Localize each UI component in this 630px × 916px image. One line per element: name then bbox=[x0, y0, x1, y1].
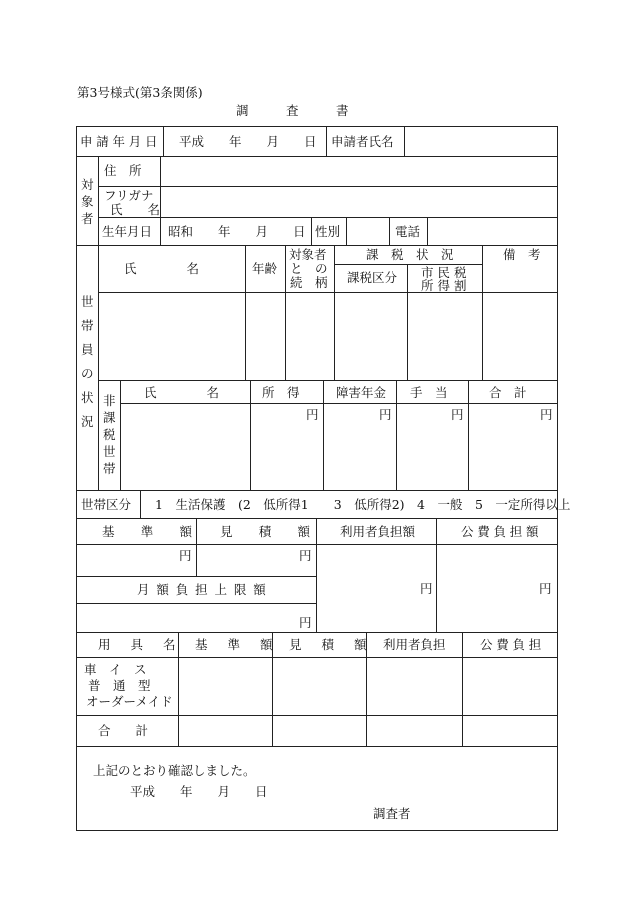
hh-tax-status-col: 課 税 状 況 bbox=[366, 247, 454, 262]
applicant-name-field[interactable] bbox=[406, 128, 556, 155]
equipment-estimate-col: 見 積 額 bbox=[289, 637, 371, 652]
hh-relation-col-1: 対象者 bbox=[289, 247, 327, 262]
sex-label: 性別 bbox=[315, 224, 341, 239]
nt-allowance-col: 手 当 bbox=[410, 385, 448, 400]
equipment-item-col: 用 具 名 bbox=[98, 637, 180, 652]
nt-total-col: 合 計 bbox=[489, 385, 527, 400]
hh-name-col: 氏 名 bbox=[124, 261, 200, 276]
equipment-public-col: 公費負担 bbox=[480, 637, 546, 652]
household-class-options[interactable]: 1 生活保護 (2 低所得1 3 低所得2) 4 一般 5 一定所得以上 bbox=[155, 497, 571, 512]
nt-pension-yen: 円 bbox=[379, 407, 392, 422]
base-amount-yen: 円 bbox=[179, 548, 192, 563]
nontax-side-label: 非課税世帯 bbox=[103, 393, 116, 476]
estimate-label: 見 積 額 bbox=[220, 524, 317, 539]
sex-field[interactable] bbox=[348, 219, 388, 244]
monthly-limit-label: 月額負担上限額 bbox=[137, 582, 273, 597]
address-field[interactable] bbox=[162, 158, 556, 185]
nt-allowance-yen: 円 bbox=[451, 407, 464, 422]
equipment-amount-area[interactable] bbox=[180, 659, 556, 714]
apply-date-value[interactable]: 平成 年 月 日 bbox=[179, 134, 317, 149]
estimate-yen: 円 bbox=[299, 548, 312, 563]
applicant-name-label: 申請者氏名 bbox=[331, 134, 394, 149]
equipment-user-col: 利用者負担 bbox=[383, 637, 446, 652]
dob-label: 生年月日 bbox=[102, 224, 153, 239]
household-class-label: 世帯区分 bbox=[81, 497, 132, 512]
public-burden-amount-label: 公費負担額 bbox=[461, 524, 543, 539]
equipment-row-standard: 普 通 型 bbox=[88, 678, 151, 693]
page-title: 調 査 書 bbox=[236, 103, 349, 118]
target-name-field[interactable] bbox=[162, 188, 556, 216]
monthly-limit-yen: 円 bbox=[299, 615, 312, 630]
equipment-row-wheelchair: 車 イ ス bbox=[84, 662, 147, 677]
user-burden-amount-label: 利用者負担額 bbox=[340, 524, 416, 539]
apply-date-label: 申請年月日 bbox=[80, 134, 162, 149]
hh-age-col: 年齢 bbox=[252, 261, 278, 276]
furigana-label: フリガナ bbox=[104, 188, 154, 203]
user-burden-yen: 円 bbox=[420, 581, 433, 596]
hh-relation-col-2: と の bbox=[290, 261, 328, 276]
household-side-label: 世帯員の状況 bbox=[81, 294, 94, 429]
dob-value[interactable]: 昭和 年 月 日 bbox=[168, 224, 306, 239]
confirmation-statement: 上記のとおり確認しました。 bbox=[93, 763, 256, 778]
hh-remarks-col: 備 考 bbox=[503, 247, 541, 262]
phone-label: 電話 bbox=[395, 224, 421, 239]
hh-tax-class-col: 課税区分 bbox=[347, 270, 398, 285]
base-amount-label: 基 準 額 bbox=[102, 524, 199, 539]
target-name-label: 氏 名 bbox=[110, 202, 161, 217]
confirmation-date[interactable]: 平成 年 月 日 bbox=[130, 784, 268, 799]
address-label: 住 所 bbox=[104, 163, 142, 178]
nt-income-col: 所 得 bbox=[262, 385, 300, 400]
target-side-label: 対象者 bbox=[81, 177, 94, 226]
nontax-entry-area[interactable] bbox=[122, 405, 556, 489]
nt-pension-col: 障害年金 bbox=[336, 385, 387, 400]
household-members-area[interactable] bbox=[100, 294, 556, 379]
nt-name-col: 氏 名 bbox=[144, 385, 220, 400]
nt-total-yen: 円 bbox=[540, 407, 553, 422]
hh-resident-tax-col-2: 所 得 割 bbox=[421, 278, 467, 293]
equipment-total-label: 合 計 bbox=[98, 723, 149, 738]
hh-resident-tax-col-1: 市 民 税 bbox=[421, 265, 467, 280]
form-number: 第3号様式(第3条関係) bbox=[77, 85, 203, 100]
hh-relation-col-3: 続 柄 bbox=[290, 275, 328, 290]
public-burden-yen: 円 bbox=[539, 581, 552, 596]
nt-income-yen: 円 bbox=[306, 407, 319, 422]
investigator-label: 調査者 bbox=[373, 806, 411, 821]
equipment-row-custom: オーダーメイド bbox=[86, 694, 173, 709]
phone-field[interactable] bbox=[429, 219, 556, 244]
equipment-base-col: 基 準 額 bbox=[195, 637, 277, 652]
